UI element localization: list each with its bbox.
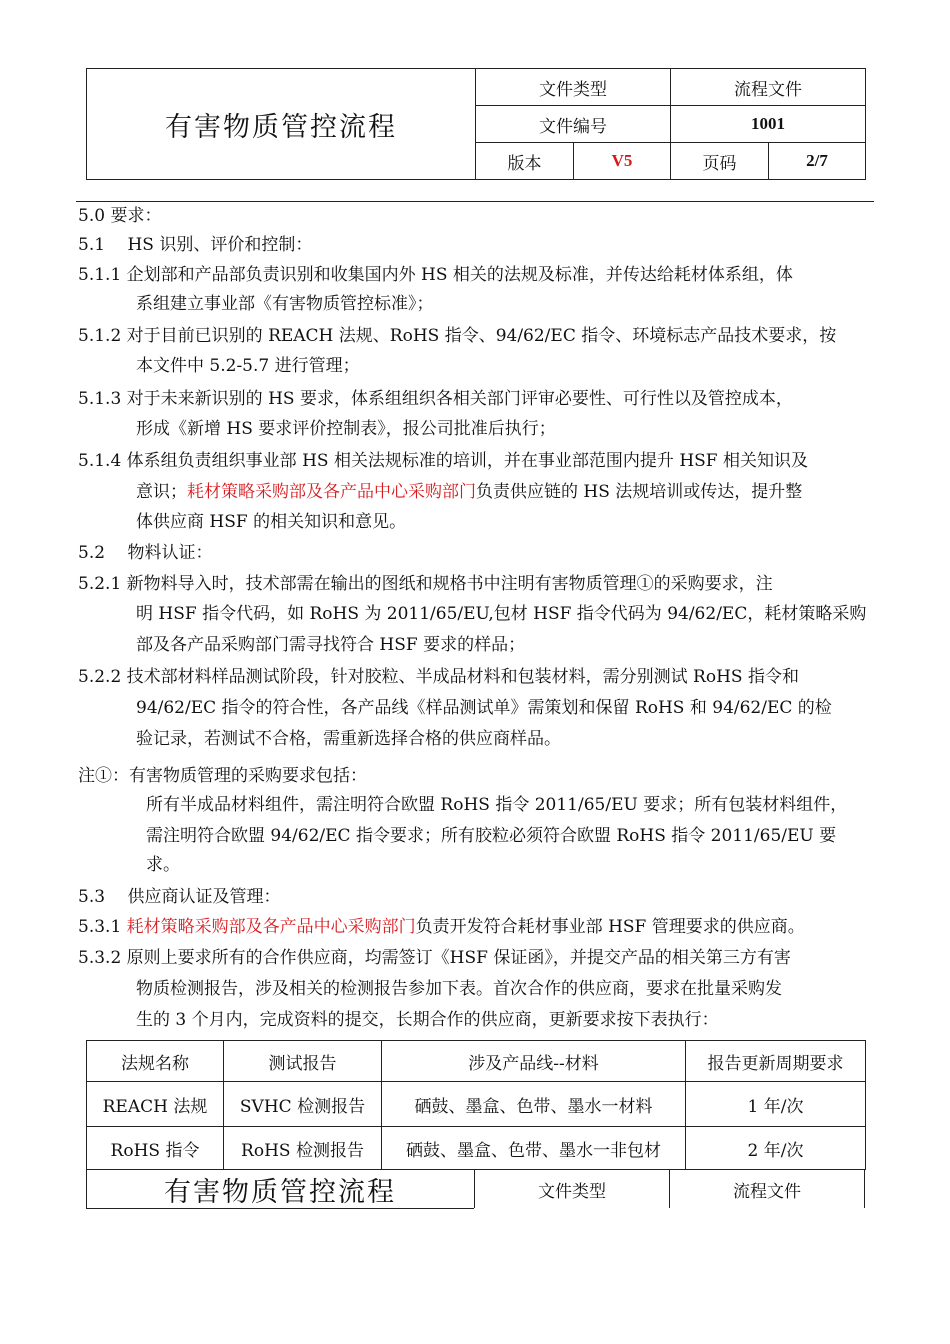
paragraph-line: 5.1.2 对于目前已识别的 REACH 法规、RoHS 指令、94/62/EC 指令、环境标志产品技术要求，按 (78, 326, 837, 346)
version-label: 版本 (507, 153, 542, 174)
paragraph-line: 系组建立事业部《有害物质管控标准》； (136, 294, 434, 314)
note-line: 求。 (146, 855, 180, 875)
section-heading: 5.3 供应商认证及管理： (78, 887, 281, 907)
section-heading: 5.2 物料认证： (78, 543, 213, 563)
note-heading: 注①：有害物质管理的采购要求包括： (78, 766, 367, 786)
table-cell: RoHS 指令 (110, 1140, 200, 1161)
paragraph-line: 5.1.4 体系组负责组织事业部 HS 相关法规标准的培训，并在事业部范围内提升 HSF 相关知识及 (78, 451, 809, 471)
table-cell: RoHS 检测报告 (241, 1140, 364, 1161)
note-line: 需注明符合欧盟 94/62/EC 指令要求；所有胶粒必须符合欧盟 RoHS 指令 2011/65/EU 要 (146, 826, 837, 846)
paragraph-line: 形成《新增 HS 要求评价控制表》，报公司批准后执行； (136, 419, 556, 439)
table-header-cell: 测试报告 (268, 1053, 337, 1074)
text-span: 5.3.1 (78, 917, 127, 937)
doc-type-label: 文件类型 (538, 1181, 606, 1202)
highlight-text: 耗材策略采购部及各产品中心采购部门 (187, 482, 476, 502)
table-cell: 2 年/次 (747, 1140, 804, 1161)
table-cell: 硒鼓、墨盒、色带、墨水一材料 (414, 1096, 653, 1117)
section-heading: 5.0 要求： (78, 206, 162, 226)
paragraph-line: 验记录，若测试不合格，需重新选择合格的供应商样品。 (136, 729, 561, 749)
document-title: 有害物质管控流程 (164, 1176, 396, 1208)
header-divider (76, 201, 874, 202)
paragraph-line: 本文件中 5.2-5.7 进行管理； (136, 356, 360, 376)
table-header-cell: 法规名称 (121, 1053, 189, 1074)
paragraph-line: 生的 3 个月内，完成资料的提交，长期合作的供应商，更新要求按下表执行： (136, 1010, 719, 1030)
paragraph-line: 5.2.1 新物料导入时，技术部需在输出的图纸和规格书中注明有害物质管理①的采购要求，注 (78, 574, 773, 594)
paragraph-line: 部及各产品采购部门需寻找符合 HSF 要求的样品； (136, 635, 526, 655)
table-cell: REACH 法规 (102, 1096, 208, 1117)
doc-number-value: 1001 (751, 114, 785, 133)
paragraph-line: 5.2.2 技术部材料样品测试阶段，针对胶粒、半成品材料和包装材料，需分别测试 RoHS 指令和 (78, 667, 799, 687)
header-table (86, 68, 866, 180)
paragraph-line (78, 916, 805, 938)
paragraph-line: 体供应商 HSF 的相关知识和意见。 (136, 512, 407, 532)
text-span: 负责供应链的 HS 法规培训或传达，提升整 (476, 482, 803, 502)
section-heading: 5.1 HS 识别、评价和控制： (78, 235, 313, 255)
paragraph-line: 5.1.3 对于未来新识别的 HS 要求，体系组组织各相关部门评审必要性、可行性以及管控成本， (78, 389, 793, 409)
requirements-table (86, 1040, 866, 1170)
paragraph-line: 5.1.1 企划部和产品部负责识别和收集国内外 HS 相关的法规及标准，并传达给耗材体系组，体 (78, 265, 793, 285)
document-title: 有害物质管控流程 (165, 111, 397, 143)
table-cell: 硒鼓、墨盒、色带、墨水一非包材 (406, 1140, 661, 1161)
text-span: 负责开发符合耗材事业部 HSF 管理要求的供应商。 (415, 917, 805, 937)
table-header-cell: 报告更新周期要求 (707, 1053, 844, 1074)
doc-type-value: 流程文件 (733, 1181, 801, 1202)
doc-type-value: 流程文件 (734, 79, 802, 100)
paragraph-line (136, 481, 802, 503)
table-header-cell: 涉及产品线--材料 (468, 1053, 599, 1074)
doc-type-label: 文件类型 (539, 79, 607, 100)
highlight-text: 耗材策略采购部及各产品中心采购部门 (126, 917, 416, 937)
page-value: 2/7 (806, 151, 828, 170)
paragraph-line: 5.3.2 原则上要求所有的合作供应商，均需签订《HSF 保证函》，并提交产品的相关第三方有害 (78, 948, 791, 968)
doc-number-label: 文件编号 (539, 116, 607, 137)
page-label: 页码 (702, 153, 737, 174)
table-cell: SVHC 检测报告 (239, 1096, 366, 1117)
paragraph-line: 物质检测报告，涉及相关的检测报告参加下表。首次合作的供应商，要求在批量采购发 (136, 979, 782, 999)
paragraph-line: 明 HSF 指令代码，如 RoHS 为 2011/65/EU,包材 HSF 指令代码为 94/62/EC，耗材策略采购 (136, 604, 867, 624)
paragraph-line: 94/62/EC 指令的符合性，各产品线《样品测试单》需策划和保留 RoHS 和 94/62/EC 的检 (136, 698, 832, 718)
text-span: 意识； (136, 482, 187, 502)
next-page-header (86, 1170, 866, 1210)
version-value: V5 (611, 151, 633, 170)
table-cell: 1 年/次 (747, 1096, 804, 1117)
note-line: 所有半成品材料组件，需注明符合欧盟 RoHS 指令 2011/65/EU 要求；所有包装材料组件， (146, 795, 848, 815)
